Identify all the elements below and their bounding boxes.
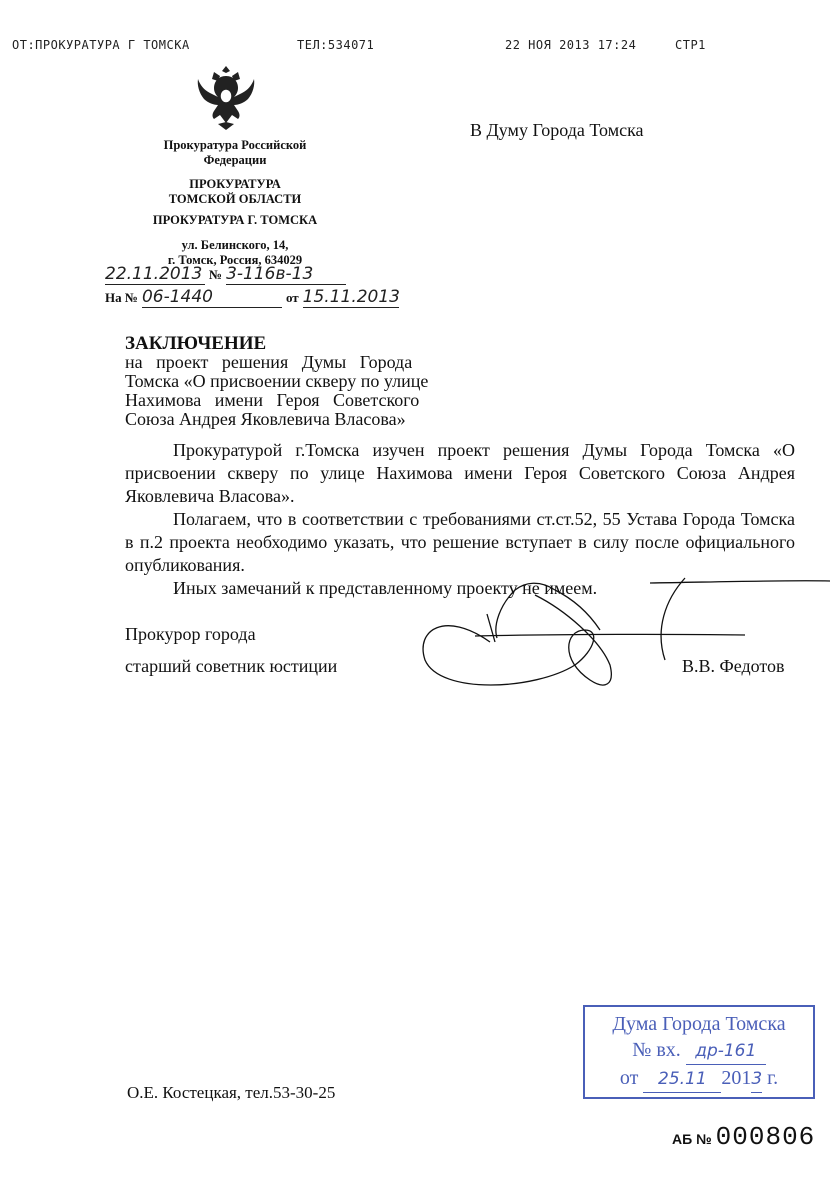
outgoing-date: 22.11.2013 (105, 264, 205, 285)
stamp-year-suffix: г. (767, 1067, 779, 1089)
paragraph-1: Прокуратурой г.Томска изучен проект решения Думы Города Томска «О присвоении скверу по улице Нахимова имени Героя Советского Союза Андрея Яковлевича Власова». (125, 440, 795, 506)
title-subtitle-2: Томска «О присвоении скверу по улице (125, 371, 429, 391)
outgoing-number: 3-116в-13 (226, 264, 346, 285)
fax-datetime: 22 НОЯ 2013 17:24 (505, 38, 637, 52)
reference-label: На № (105, 290, 138, 305)
fax-page: СТР1 (675, 38, 706, 52)
title-subtitle-3: Нахимова имени Героя Советского (125, 390, 420, 410)
stamp-year-digit: 3 (751, 1066, 762, 1093)
stamp-title: Дума Города Томска (612, 1013, 786, 1035)
registration-stamp (583, 1005, 815, 1099)
signature-image (415, 570, 835, 695)
stamp-date-row (593, 1065, 805, 1093)
recipient: В Думу Города Томска (470, 120, 644, 140)
signer-position-2: старший советник юстиции (125, 656, 338, 676)
reference-date: 15.11.2013 (302, 287, 400, 307)
stamp-date-day: 25.11 (643, 1066, 721, 1093)
title-subtitle-4: Союза Андрея Яковлевича Власова» (125, 409, 406, 429)
outgoing-line (105, 264, 365, 285)
paragraph-3: Иных замечаний к представленному проекту не имеем. (173, 578, 598, 598)
coat-of-arms-icon (190, 60, 262, 132)
stamp-incoming-row (593, 1037, 805, 1065)
fax-from: ОТ:ПРОКУРАТУРА Г ТОМСКА (12, 38, 190, 52)
sender-line-7: г. Томск, Россия, 634029 (167, 253, 303, 267)
reference-from-label: от (285, 290, 299, 305)
outgoing-num-label: № (209, 267, 223, 282)
stamp-year-prefix: 201 (721, 1067, 752, 1089)
title-heading: ЗАКЛЮЧЕНИЕ (125, 333, 267, 354)
form-number (672, 1122, 815, 1152)
sender-line-2: Федерации (203, 153, 267, 167)
form-number-label: АБ № (672, 1131, 712, 1147)
reference-number: 06-1440 (142, 287, 282, 308)
sender-line-1: Прокуратура Российской (163, 138, 307, 152)
reference-line (105, 287, 425, 308)
stamp-incoming-label: № вх. (632, 1039, 681, 1061)
sender-line-5: ПРОКУРАТУРА Г. ТОМСКА (152, 213, 318, 227)
paragraph-2: Полагаем, что в соответствии с требованиями ст.ст.52, 55 Устава Города Томска в п.2 проекта необходимо указать, что решение вступает в силу после официального опубликования. (125, 509, 795, 575)
stamp-incoming-number: др-161 (686, 1038, 766, 1065)
sender-line-4: ТОМСКОЙ ОБЛАСТИ (168, 192, 302, 206)
form-number-value: 000806 (715, 1122, 816, 1152)
fax-phone: ТЕЛ:534071 (297, 38, 375, 52)
sender-line-3: ПРОКУРАТУРА (189, 177, 281, 191)
signer-name: В.В. Федотов (682, 656, 785, 676)
sender-line-6: ул. Белинского, 14, (181, 238, 289, 252)
title-subtitle-1: на проект решения Думы Города (125, 352, 413, 372)
stamp-from-label: от (619, 1067, 639, 1089)
document-title (125, 334, 470, 429)
contact-person: О.Е. Костецкая, тел.53-30-25 (127, 1083, 336, 1102)
sender-block (140, 138, 330, 268)
signer-position-1: Прокурор города (125, 624, 256, 644)
